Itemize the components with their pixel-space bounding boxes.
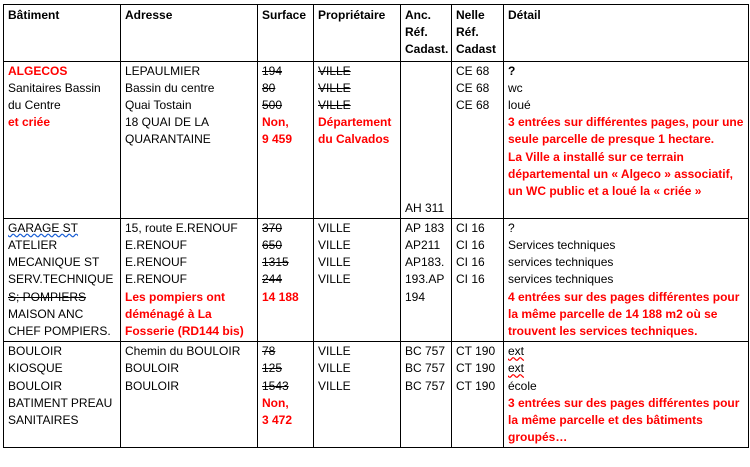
cell-anc-ref [401, 218, 452, 341]
cell-nelle-ref [452, 218, 504, 341]
anc-ref-value: AP183. [405, 255, 445, 270]
adresse-line: QUARANTAINE [125, 132, 211, 147]
surface-value: 650 [262, 238, 283, 253]
proprietaire-value: VILLE [318, 272, 351, 287]
surface-value: Non, [262, 395, 289, 410]
cell-proprietaire [314, 218, 401, 341]
header-detail: Détail [504, 5, 749, 62]
proprietaire-value: VILLE [318, 220, 351, 235]
surface-value: 370 [262, 220, 283, 235]
surface-value: Non, [262, 115, 289, 130]
proprietaire-value: VILLE [318, 98, 351, 113]
anc-ref-value: AP 183 [405, 220, 445, 235]
surface-value: 244 [262, 272, 283, 287]
proprietaire-value: VILLE [318, 255, 351, 270]
nelle-ref-value: CE 68 [456, 80, 490, 95]
batiment-line: GARAGE ST [8, 220, 79, 235]
surface-value: 125 [262, 361, 283, 376]
batiment-line: S; POMPIERS [8, 289, 87, 304]
adresse-line: E.RENOUF [125, 255, 188, 270]
nelle-ref-value: CE 68 [456, 98, 490, 113]
cell-surface [258, 342, 314, 448]
adresse-line: 15, route E.RENOUF [125, 220, 238, 235]
surface-value: 194 [262, 63, 283, 78]
cell-adresse [121, 218, 258, 341]
proprietaire-value: VILLE [318, 378, 351, 393]
surface-value: 80 [262, 80, 276, 95]
cadastre-table [3, 4, 749, 448]
header-proprietaire: Propriétaire [314, 5, 401, 62]
detail-line: ext [508, 361, 525, 376]
batiment-line: KIOSQUE [8, 361, 63, 376]
detail-note: La Ville a installé sur ce terrain départemental un « Algeco » associatif, un WC public et a loué la « criée » [508, 149, 733, 199]
header-anc-ref-line: Anc. [405, 8, 432, 22]
detail-line: école [508, 378, 537, 393]
cell-detail [504, 218, 749, 341]
detail-line: services techniques [508, 255, 614, 270]
cell-batiment [4, 342, 121, 448]
proprietaire-value: VILLE [318, 361, 351, 376]
cell-batiment [4, 61, 121, 218]
anc-ref-value: 193.AP [405, 272, 445, 287]
spacer [405, 63, 447, 200]
cell-adresse [121, 342, 258, 448]
header-batiment: Bâtiment [4, 5, 121, 62]
detail-line: wc [508, 80, 523, 95]
proprietaire-value: du Calvados [318, 132, 390, 147]
proprietaire-value: Département [318, 115, 392, 130]
cell-nelle-ref [452, 61, 504, 218]
cell-surface [258, 61, 314, 218]
nelle-ref-value: CT 190 [456, 344, 496, 359]
nelle-ref-value: CI 16 [456, 220, 485, 235]
proprietaire-value: VILLE [318, 238, 351, 253]
surface-value: 500 [262, 98, 283, 113]
proprietaire-value: VILLE [318, 80, 351, 95]
anc-ref-value: BC 757 [405, 361, 446, 376]
detail-line: ext [508, 344, 525, 359]
batiment-line: MAISON ANC [8, 306, 84, 321]
nelle-ref-value: CI 16 [456, 238, 485, 253]
detail-line: ? [508, 220, 515, 235]
anc-ref-value: AH 311 [405, 200, 445, 215]
adresse-note: Les pompiers ont déménagé à La Fosserie (RD144 bis) [125, 289, 244, 339]
header-nelle-ref-line: Réf. [456, 25, 479, 40]
anc-ref-value: BC 757 [405, 344, 446, 359]
adresse-line: BOULOIR [125, 378, 180, 393]
nelle-ref-value: CI 16 [456, 255, 485, 270]
nelle-ref-value: CT 190 [456, 378, 496, 393]
nelle-ref-value: CI 16 [456, 272, 485, 287]
cell-nelle-ref [452, 342, 504, 448]
header-nelle-ref [452, 5, 504, 62]
cell-anc-ref [401, 61, 452, 218]
batiment-line: SERV.TECHNIQUE [8, 272, 114, 287]
cell-anc-ref [401, 342, 452, 448]
table-row [4, 61, 749, 218]
adresse-line: BOULOIR [125, 361, 180, 376]
batiment-line: BOULOIR [8, 378, 63, 393]
detail-line: Services techniques [508, 238, 616, 253]
surface-value: 9 459 [262, 132, 293, 147]
detail-line: services techniques [508, 272, 614, 287]
header-anc-ref-line: Réf. [405, 25, 428, 40]
cell-proprietaire [314, 61, 401, 218]
detail-line: loué [508, 98, 531, 113]
surface-value: 3 472 [262, 413, 293, 428]
nelle-ref-value: CT 190 [456, 361, 496, 376]
surface-value: 78 [262, 344, 276, 359]
batiment-line: du Centre [8, 98, 61, 113]
detail-line: ? [508, 63, 516, 78]
cell-detail [504, 61, 749, 218]
adresse-line: E.RENOUF [125, 238, 188, 253]
surface-value: 1543 [262, 378, 289, 393]
anc-ref-value: BC 757 [405, 378, 446, 393]
anc-ref-value: 194 [405, 289, 426, 304]
adresse-line: E.RENOUF [125, 272, 188, 287]
batiment-line: BATIMENT PREAU [8, 395, 113, 410]
anc-ref-value: AP211 [405, 238, 441, 253]
nelle-ref-value: CE 68 [456, 63, 490, 78]
proprietaire-value: VILLE [318, 344, 351, 359]
header-adresse: Adresse [121, 5, 258, 62]
batiment-line: et criée [8, 115, 51, 130]
detail-note: 4 entrées sur des pages différentes pour la même parcelle de 14 188 m2 où se trouvent les services techniques. [508, 289, 740, 339]
detail-note: 3 entrées sur des pages différentes pour la même parcelle et des bâtiments groupés… [508, 395, 740, 445]
cell-surface [258, 218, 314, 341]
header-anc-ref-line: Cadast. [405, 42, 449, 57]
adresse-line: Chemin du BOULOIR [125, 344, 241, 359]
batiment-line: MECANIQUE ST [8, 255, 100, 270]
batiment-line: ALGECOS [8, 63, 68, 78]
table-row [4, 218, 749, 341]
batiment-line: CHEF POMPIERS. [8, 324, 111, 339]
adresse-line: Quai Tostain [125, 98, 192, 113]
adresse-line: LEPAULMIER [125, 63, 201, 78]
cell-detail [504, 342, 749, 448]
table-row [4, 342, 749, 448]
batiment-line: SANITAIRES [8, 413, 79, 428]
batiment-line: ATELIER [8, 238, 58, 253]
batiment-line: Sanitaires Bassin [8, 80, 101, 95]
header-surface: Surface [258, 5, 314, 62]
surface-value: 1315 [262, 255, 289, 270]
adresse-line: Bassin du centre [125, 80, 215, 95]
cell-adresse [121, 61, 258, 218]
proprietaire-value: VILLE [318, 63, 351, 78]
header-nelle-ref-line: Nelle [456, 8, 485, 22]
cell-proprietaire [314, 342, 401, 448]
cell-batiment [4, 218, 121, 341]
header-anc-ref [401, 5, 452, 62]
surface-value: 14 188 [262, 289, 299, 304]
batiment-line: BOULOIR [8, 344, 63, 359]
adresse-line: 18 QUAI DE LA [125, 115, 210, 130]
detail-note: 3 entrées sur différentes pages, pour une seule parcelle de presque 1 hectare. [508, 115, 744, 147]
header-row [4, 5, 749, 62]
header-nelle-ref-line: Cadast [456, 42, 497, 57]
